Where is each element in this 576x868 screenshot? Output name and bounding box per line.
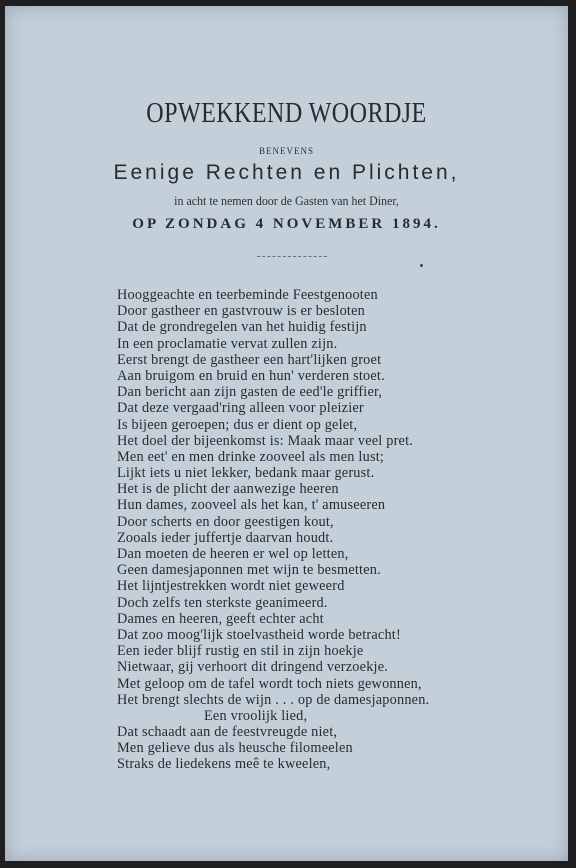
ornamental-divider	[257, 256, 327, 257]
poem-line: Hooggeachte en teerbeminde Feestgenooten	[117, 287, 378, 303]
poem-line: Straks de liedekens meê te kweelen,	[117, 756, 331, 773]
poem-line: Dames en heeren, geeft echter acht	[117, 610, 324, 627]
poem-line: Door scherts en door geestigen kout,	[117, 513, 334, 530]
poem-line: Is bijeen geroepen; dus er dient op gelet,	[117, 416, 358, 433]
poem-line: Dat de grondregelen van het huidig festijn	[117, 319, 367, 336]
poem-line: Een ieder blijf rustig en stil in zijn hoekje	[117, 643, 364, 660]
poem-line: Dan bericht aan zijn gasten de eed'le griffier,	[117, 384, 383, 401]
poem-line: Nietwaar, gij verhoort dit dringend verzoekje.	[117, 659, 389, 676]
poem-line: Het is de plicht der aanwezige heeren	[117, 481, 339, 498]
document-subtitle: Eenige Rechten en Plichten,	[113, 161, 460, 184]
poem-line: Het lijntjestrekken wordt niet geweerd	[117, 578, 345, 595]
poem-line: Dat zoo moog'lijk stoelvastheid worde betracht!	[117, 626, 401, 643]
poem-line: Men eet' en men drinke zooveel als men lust;	[117, 448, 385, 465]
poem-line: Men gelieve dus als heusche filomeelen	[117, 740, 353, 757]
poem-body	[117, 287, 537, 773]
print-speck	[420, 264, 423, 267]
poem-line: Door gastheer en gastvrouw is er besloten	[117, 303, 366, 320]
poem-line: Geen damesjaponnen met wijn te besmetten.	[117, 562, 381, 579]
event-date: OP ZONDAG 4 NOVEMBER 1894.	[132, 216, 441, 232]
document-page	[5, 6, 568, 861]
poem-line: Het doel der bijeenkomst is: Maak maar veel pret.	[117, 432, 414, 449]
poem-line: Dat deze vergaad'ring alleen voor pleizier	[117, 400, 364, 417]
document-title: OPWEKKEND WOORDJE	[146, 98, 427, 129]
poem-line: Aan bruigom en bruid en hun' verderen stoet.	[117, 367, 385, 384]
poem-line: Hun dames, zooveel als het kan, t' amuseeren	[117, 497, 386, 514]
benevens-label: BENEVENS	[259, 146, 314, 156]
poem-line: Lijkt iets u niet lekker, bedank maar gerust.	[117, 465, 375, 482]
poem-line: Dat schaadt aan de feestvreugde niet,	[117, 724, 338, 741]
poem-line: Doch zelfs ten sterkste geanimeerd.	[117, 594, 328, 611]
poem-line: Het brengt slechts de wijn . . . op de damesjaponnen.	[117, 691, 430, 708]
poem-line: In een proclamatie vervat zullen zijn.	[117, 335, 338, 352]
poem-line: Eerst brengt de gastheer een hart'lijken groet	[117, 351, 382, 368]
poem-line-indented: Een vroolijk lied,	[204, 707, 308, 724]
poem-line: Met geloop om de tafel wordt toch niets gewonnen,	[117, 675, 422, 692]
intro-line: in acht te nemen door de Gasten van het Diner,	[174, 193, 399, 208]
poem-line: Dan moeten de heeren er wel op letten,	[117, 546, 349, 562]
poem-line: Zooals ieder juffertje daarvan houdt.	[117, 529, 334, 546]
